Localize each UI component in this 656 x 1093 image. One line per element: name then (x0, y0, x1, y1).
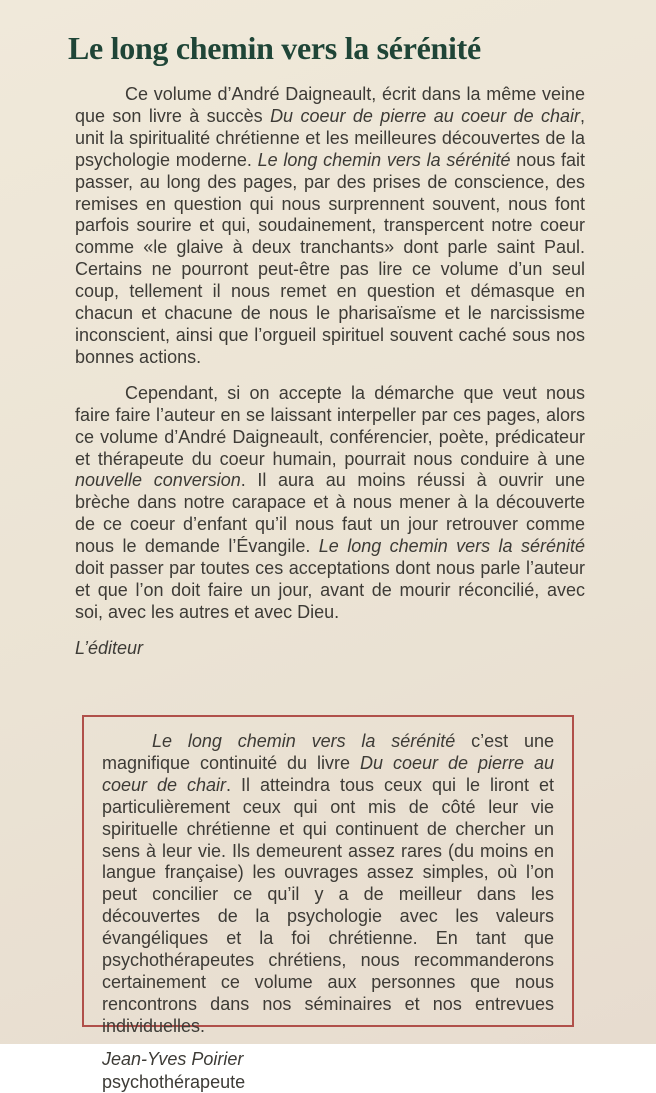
review-paragraph: Le long chemin vers la sérénité c’est une magnifique continuité du livre Du coeur de pierre au coeur de chair. Il atteindra tous ceux qui le liront et particulièrement ceux qui ont mis de côté leur vie spirituelle chrétienne et qui continuent de chercher un sens à leur vie. Ils demeurent assez rares (du moins en langue française) les ouvrages assez simples, où l’on peut concilier ce qu’il y a de meilleur dans les découvertes de la psychologie avec les valeurs évangéliques et la foi chrétienne. En tant que psychothérapeutes chrétiens, nous recommanderons certainement ce volume aux personnes que nous rencontrons dans nos séminaires et nos entrevues individuelles. (102, 731, 555, 1036)
page-title: Le long chemin vers la sérénité (68, 30, 481, 66)
reviewer-role: psychothérapeute (102, 1071, 246, 1092)
paragraph-1: Ce volume d’André Daigneault, écrit dans la même veine que son livre à succès Du coeur de pierre au coeur de chair, unit la spiritualité chrétienne et les meilleures découvertes de la psychologie moderne. Le long chemin vers la sérénité nous fait passer, au long des pages, par des prises de conscience, des remises en question qui nous surprennent souvent, nous font parfois sourire et qui, soudainement, transpercent notre coeur comme «le glaive à deux tranchants» dont parle saint Paul. Certains ne pourront peut-être pas lire ce volume d’un seul coup, tellement il nous remet en question et démasque en chacun et chacune de nous le pharisaïsme et le narcissisme inconscient, ainsi que l’orgueil spirituel souvent caché sous nos bonnes actions. (75, 84, 586, 367)
review-box (82, 715, 574, 1092)
editor-text-block (75, 84, 585, 659)
reviewer-name: Jean-Yves Poirier (102, 1048, 244, 1069)
paragraph-2: Cependant, si on accepte la démarche que veut nous faire faire l’auteur en se laissant interpeller par ces pages, alors ce volume d’André Daigneault, conférencier, poète, prédicateur et thérapeute du coeur humain, pourrait nous conduire à une nouvelle conversion. Il aura au moins réussi à ouvrir une brèche dans notre carapace et à nous mener à la découverte de ce coeur d’enfant qu’il nous faut un jour retrouver comme nous le demande l’Évangile. Le long chemin vers la sérénité doit passer par toutes ces acceptations dont nous parle l’auteur et que l’on doit faire un jour, avant de mourir réconcilié, avec soi, avec les autres et avec Dieu. (75, 382, 585, 622)
editor-signature: L’éditeur (75, 637, 144, 658)
